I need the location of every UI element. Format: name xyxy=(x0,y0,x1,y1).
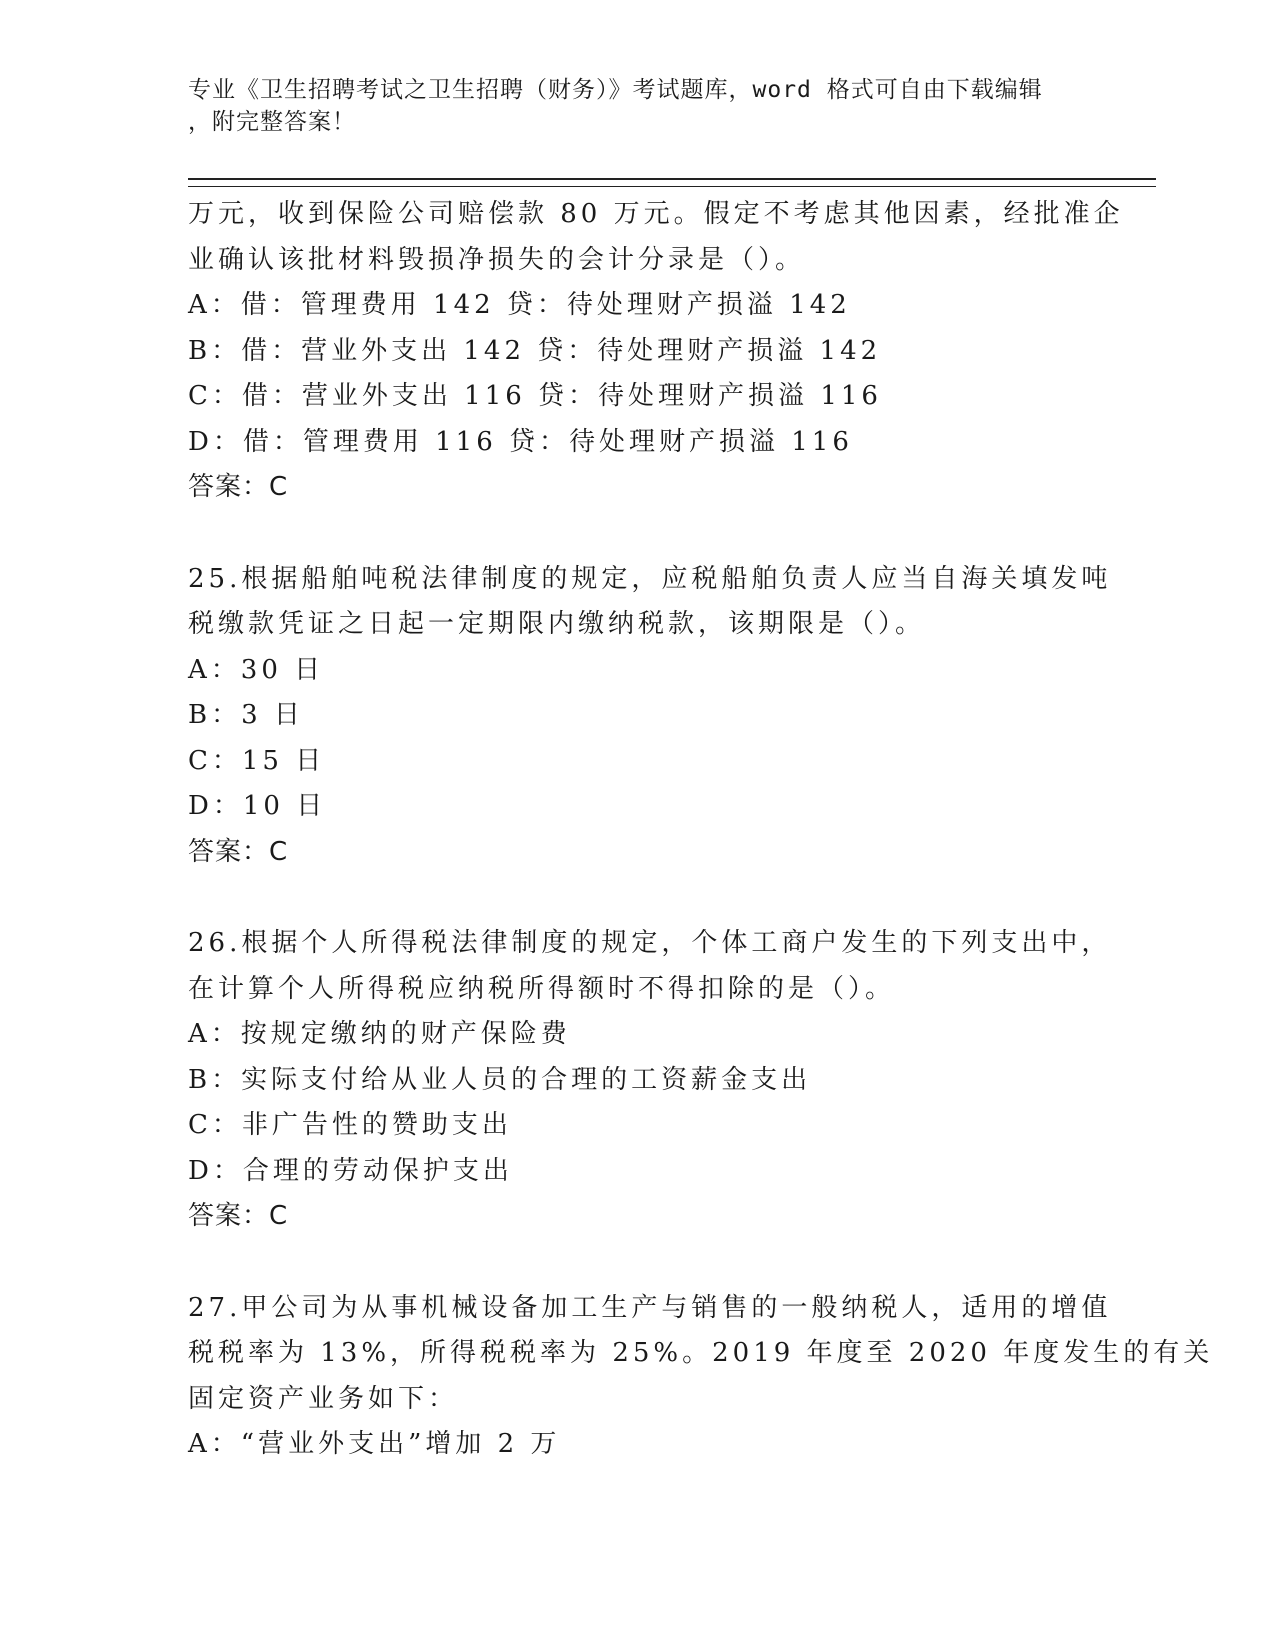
question-stem-line: 25.根据船舶吨税法律制度的规定，应税船舶负责人应当自海关填发吨 xyxy=(188,563,1112,594)
option-b: B：实际支付给从业人员的合理的工资薪金支出 xyxy=(188,1064,812,1095)
spacer xyxy=(188,1240,1088,1286)
question-27 xyxy=(188,1286,1214,1468)
option-a: A：30 日 xyxy=(188,654,325,685)
option-c: C：非广告性的赞助支出 xyxy=(188,1110,512,1140)
question-24 xyxy=(188,192,1124,511)
spacer xyxy=(188,875,1088,921)
question-stem-line: 税税率为 13%，所得税税率为 25%。2019 年度至 2020 年度发生的有关 xyxy=(188,1338,1214,1368)
answer-line: 答案：C xyxy=(188,472,289,502)
question-stem-line: 业确认该批材料毁损净损失的会计分录是（）。 xyxy=(188,244,806,275)
question-stem-line: 固定资产业务如下： xyxy=(188,1383,459,1414)
header-line-1: 专业《卫生招聘考试之卫生招聘（财务）》考试题库，word 格式可自由下载编辑 xyxy=(188,77,1043,103)
question-stem-line: 万元，收到保险公司赔偿款 80 万元。假定不考虑其他因素，经批准企 xyxy=(188,199,1124,229)
option-b: B：3 日 xyxy=(188,700,304,730)
question-25 xyxy=(188,557,1112,876)
option-a: A：借：管理费用 142 贷：待处理财产损溢 142 xyxy=(188,290,851,320)
option-d: D：10 日 xyxy=(188,791,327,821)
option-a: A：按规定缴纳的财产保险费 xyxy=(188,1019,571,1049)
answer-line: 答案：C xyxy=(188,1201,289,1231)
option-c: C：借：营业外支出 116 贷：待处理财产损溢 116 xyxy=(188,381,882,411)
question-list xyxy=(188,192,1214,1468)
question-26 xyxy=(188,921,1112,1240)
answer-line: 答案：C xyxy=(188,836,289,867)
header-line-2: ，附完整答案！ xyxy=(188,109,356,135)
option-c: C：15 日 xyxy=(188,745,326,776)
page-header xyxy=(188,74,1088,138)
question-stem-line: 在计算个人所得税应纳税所得额时不得扣除的是（）。 xyxy=(188,973,896,1004)
spacer xyxy=(188,511,1088,557)
question-stem-line: 税缴款凭证之日起一定期限内缴纳税款，该期限是（）。 xyxy=(188,609,926,639)
option-a: A：“营业外支出”增加 2 万 xyxy=(188,1429,561,1459)
header-divider xyxy=(188,178,1156,187)
option-b: B：借：营业外支出 142 贷：待处理财产损溢 142 xyxy=(188,335,882,366)
option-d: D：合理的劳动保护支出 xyxy=(188,1155,513,1186)
option-d: D：借：管理费用 116 贷：待处理财产损溢 116 xyxy=(188,426,853,457)
question-stem-line: 26.根据个人所得税法律制度的规定，个体工商户发生的下列支出中， xyxy=(188,928,1112,958)
question-stem-line: 27.甲公司为从事机械设备加工生产与销售的一般纳税人，适用的增值 xyxy=(188,1292,1112,1323)
